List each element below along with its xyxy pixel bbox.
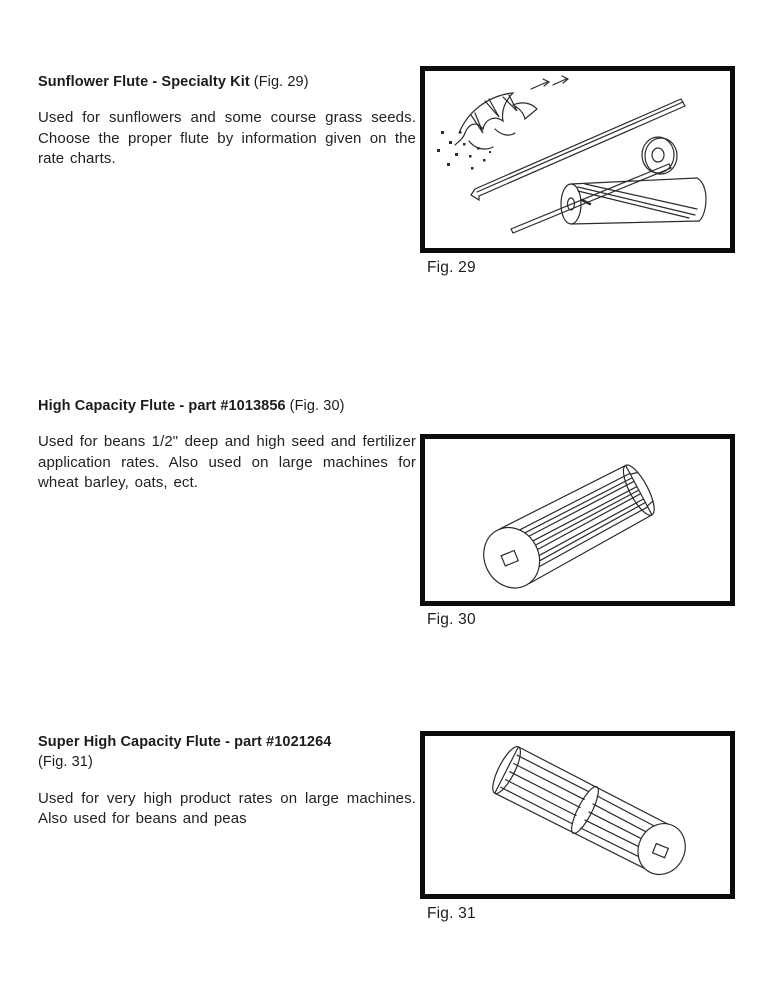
section-body-text: Used for beans 1/2" deep and high seed and fertilizer application rates. Also used on large machines for wheat barley, oats, ect. — [38, 433, 416, 492]
section-high-capacity-flute — [38, 396, 416, 493]
section-super-high-capacity-flute — [38, 732, 416, 829]
section-heading — [38, 732, 416, 773]
figure-31-caption: Fig. 31 — [427, 905, 476, 922]
heading-fig-ref: (Fig. 31) — [38, 754, 93, 771]
figure-31-frame — [420, 731, 735, 899]
figure-29-caption: Fig. 29 — [427, 259, 476, 276]
figure-30-frame — [420, 434, 735, 606]
heading-title: Sunflower Flute - Specialty Kit — [38, 74, 250, 90]
section-sunflower-flute — [38, 72, 416, 169]
heading-title: Super High Capacity Flute - part #1021264 — [38, 734, 332, 750]
section-heading — [38, 72, 416, 92]
section-body-text: Used for sunflowers and some course grass seeds. Choose the proper flute by information given on the rate charts. — [38, 109, 416, 168]
figure-30-caption: Fig. 30 — [427, 611, 476, 628]
heading-title: High Capacity Flute - part #1013856 — [38, 398, 286, 414]
heading-fig-ref: (Fig. 30) — [289, 398, 345, 414]
heading-fig-ref: (Fig. 29) — [253, 74, 309, 90]
figure-31-drawing — [425, 736, 730, 894]
figure-29-drawing — [425, 71, 730, 248]
section-heading — [38, 396, 416, 416]
figure-30-drawing — [425, 439, 730, 601]
figure-29-frame — [420, 66, 735, 253]
section-body-text: Used for very high product rates on large machines. Also used for beans and peas — [38, 789, 416, 827]
